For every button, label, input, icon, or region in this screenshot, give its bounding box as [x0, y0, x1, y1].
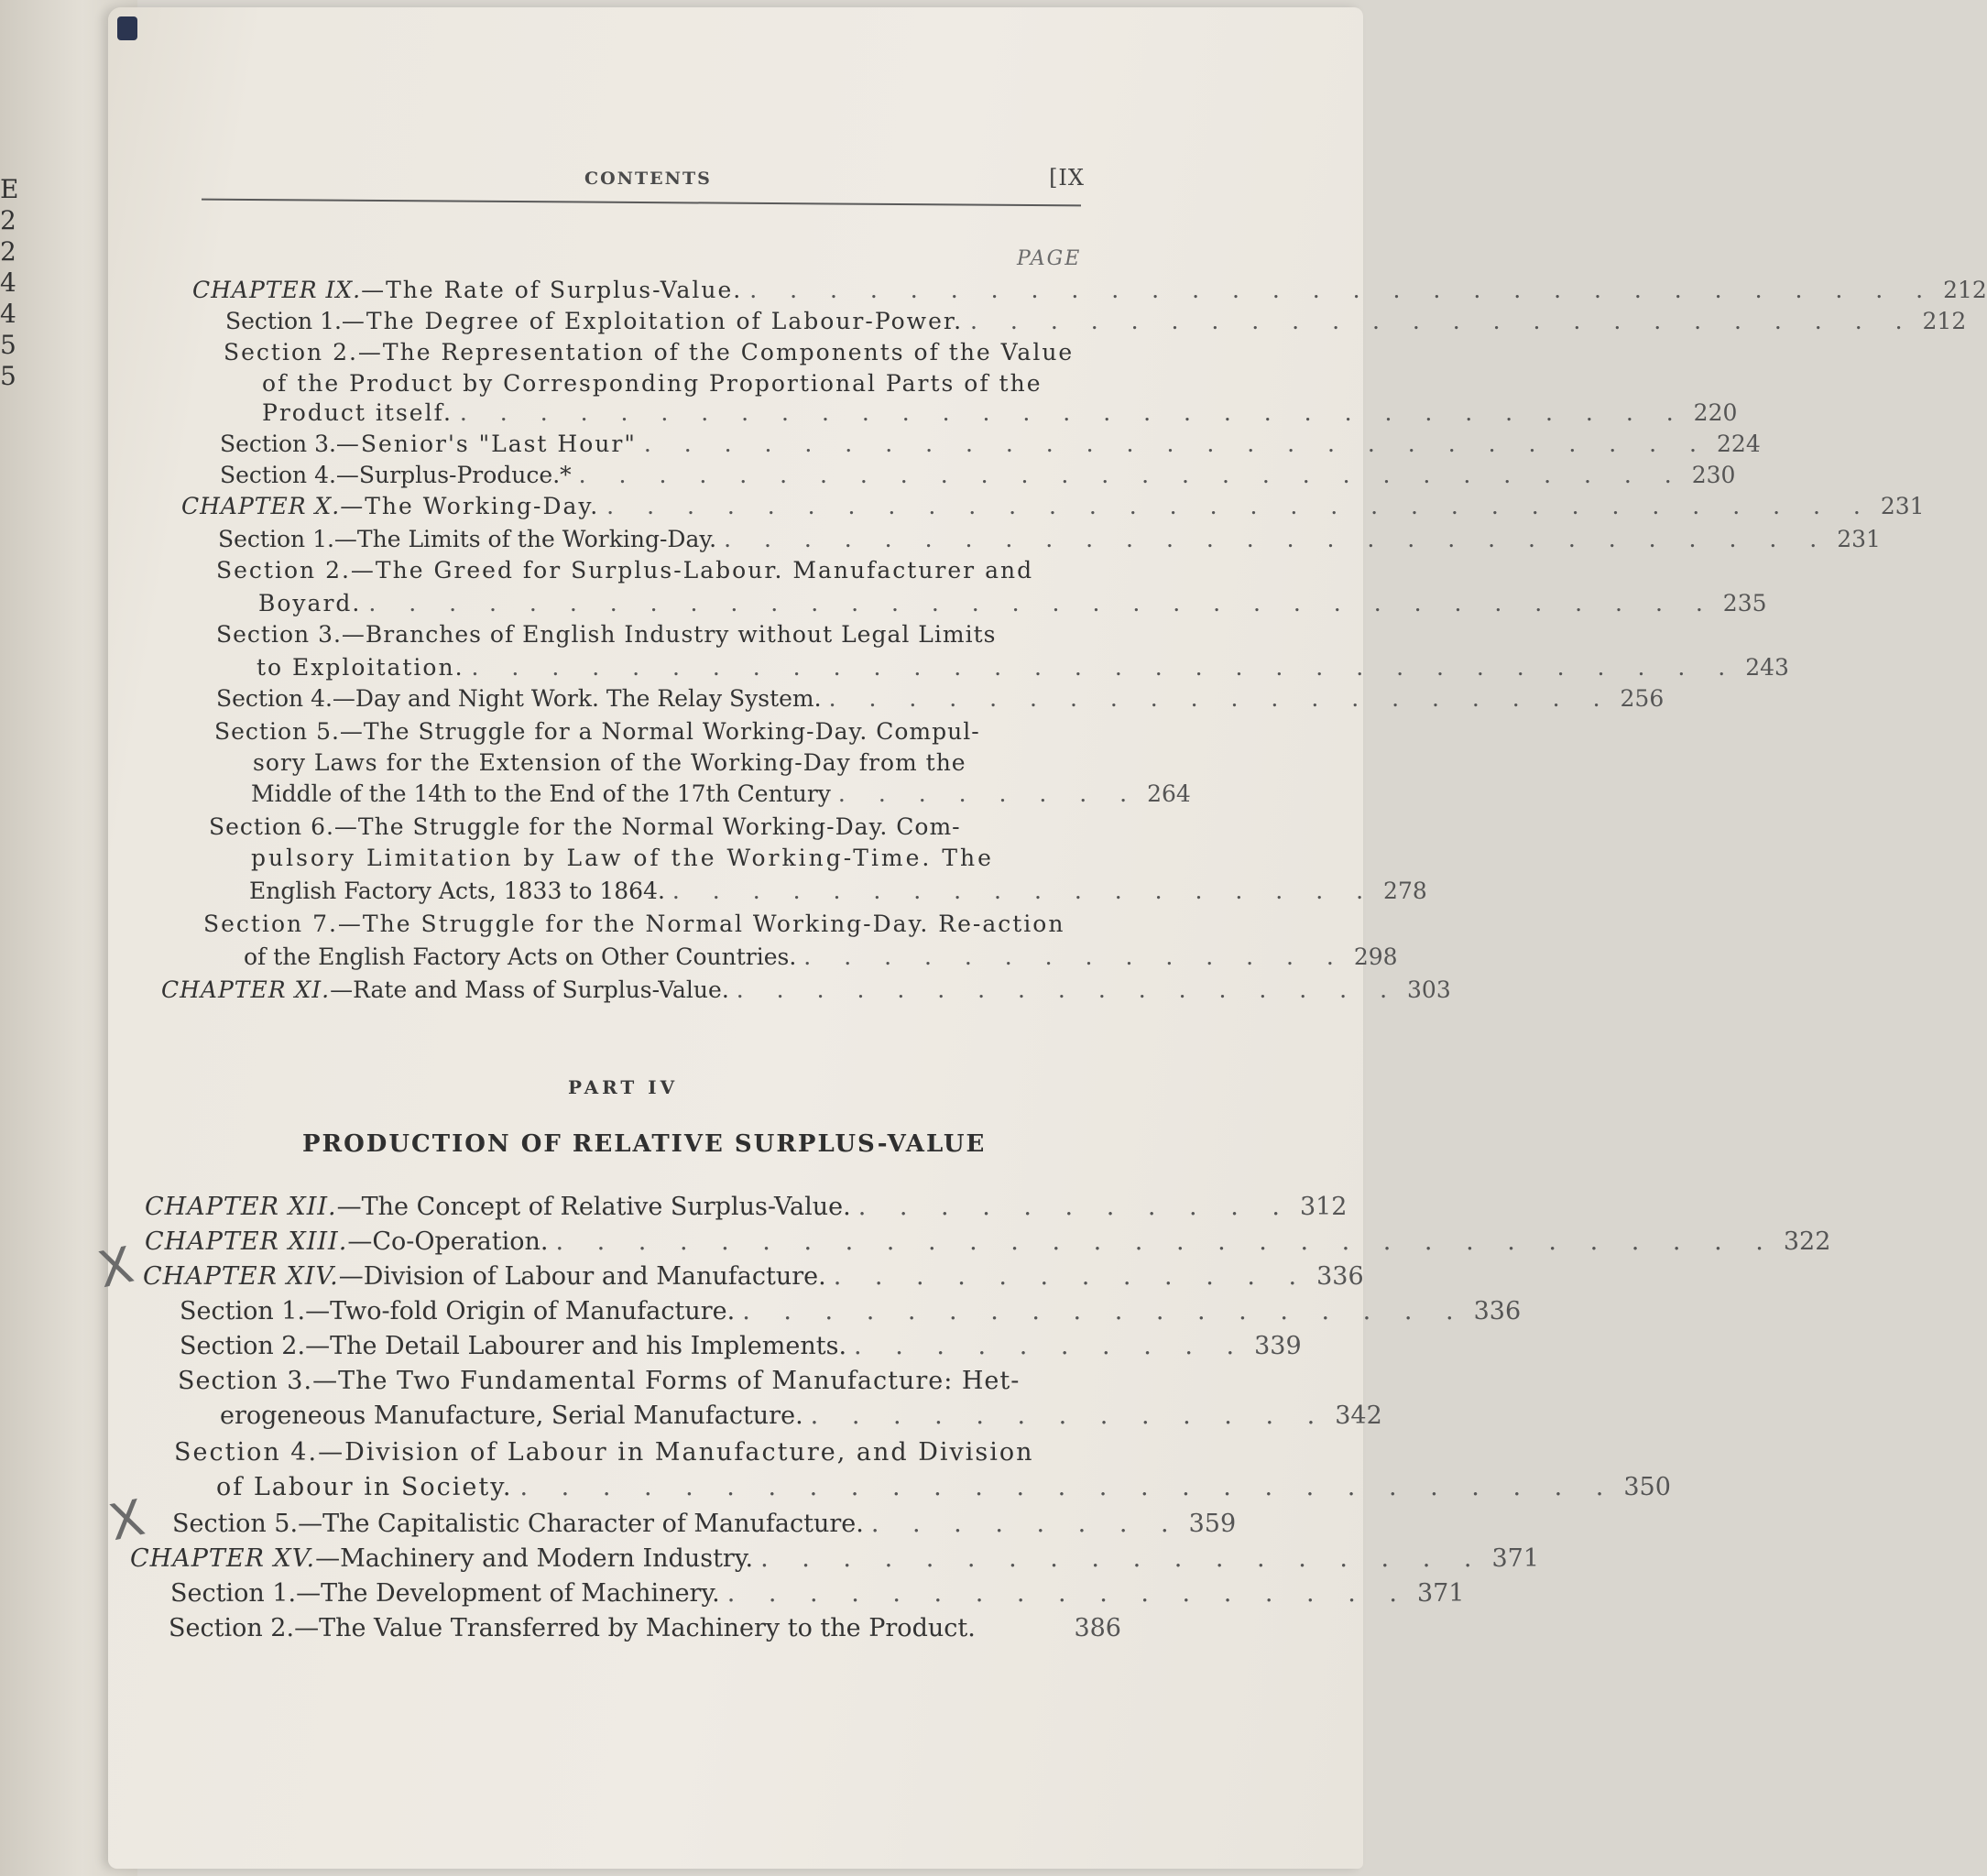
toc-entry-last-line — [257, 654, 1789, 681]
toc-entry-text — [180, 1297, 735, 1325]
entry-title: —The Rate of Surplus-Value. — [361, 277, 743, 303]
page-ref: 243 — [1745, 654, 1789, 681]
page-ref: 231 — [1880, 493, 1925, 519]
page-ref: 224 — [1717, 431, 1761, 457]
section-label: Section 5. — [214, 718, 340, 745]
toc-entry-continuation: pulsory Limitation by Law of the Working-Time. The — [251, 845, 994, 871]
leader-dots: . . . . . . . . . . . . . . . . . . . . . . . . . . . — [643, 431, 1710, 457]
page-ref: 256 — [1620, 685, 1665, 712]
leader-dots: . . . . . . . . — [870, 1510, 1182, 1538]
leader-dots: . . . . . . . . . . . . . . . . . . . . . . . . . . . . — [578, 462, 1685, 488]
page-ref: 322 — [1783, 1227, 1831, 1256]
pencil-mark: X — [104, 1488, 150, 1553]
previous-page-edge-text — [0, 174, 20, 392]
page-ref: 342 — [1335, 1402, 1382, 1430]
page-ref: 339 — [1254, 1332, 1302, 1360]
edge-char: 5 — [0, 361, 16, 391]
entry-title: erogeneous Manufacture, Serial Manufacture. — [220, 1402, 803, 1430]
page-ref: 212 — [1922, 308, 1967, 334]
section-label: Section 1. — [225, 308, 342, 334]
leader-dots: . . . . . . . . . . . . . . . . . . . . . . . . . . . — [519, 1473, 1617, 1501]
page-ref: 303 — [1407, 976, 1451, 1003]
section-label: Section 1. — [180, 1297, 306, 1325]
leader-dots: . . . . . . . . — [837, 780, 1141, 807]
entry-title: —Senior's "Last Hour" — [335, 431, 637, 457]
toc-entry-text — [180, 1332, 846, 1360]
page-ref: 212 — [1943, 277, 1987, 303]
entry-title: —Machinery and Modern Industry. — [315, 1544, 754, 1573]
toc-entry-first-line — [174, 1438, 1034, 1467]
toc-entry — [218, 526, 1881, 552]
leader-dots: . . . . . . . . . . . . . . . . . — [736, 976, 1401, 1003]
page-ref: 386 — [1074, 1614, 1121, 1642]
entry-title: —Two-fold Origin of Manufacture. — [305, 1297, 736, 1325]
edge-char: 2 — [0, 205, 16, 235]
section-label: Section 5. — [172, 1510, 299, 1538]
toc-entry — [143, 1262, 1364, 1291]
toc-entry-text — [169, 1614, 976, 1642]
toc-entry-last-line — [258, 590, 1767, 616]
entry-title: to Exploitation. — [257, 654, 464, 681]
entry-title: —The Struggle for the Normal Working-Day. Re-action — [337, 911, 1065, 937]
leader-dots: . . . . . . . . . . . . . . . . . . . . . . . . . . . . . . — [749, 277, 1937, 303]
toc-entry-text — [130, 1544, 753, 1573]
section-label: Section 4. — [220, 462, 336, 488]
toc-entry-text — [192, 277, 742, 303]
toc-entry-first-line — [214, 718, 980, 745]
entry-title: —The Capitalistic Character of Manufacture. — [298, 1510, 864, 1538]
toc-entry — [181, 493, 1925, 519]
entry-title: —The Struggle for the Normal Working-Day. Com- — [333, 813, 961, 840]
toc-entry-text — [145, 1193, 851, 1221]
entry-title: —The Value Transferred by Machinery to the Product. — [294, 1614, 976, 1642]
entry-title: —The Representation of the Components of the Value — [357, 339, 1075, 365]
leader-dots: . . . . . . . . . . . . . . . . . . . . . . . . . . . . . . . . . . — [368, 590, 1716, 616]
toc-entry-last-line — [262, 399, 1738, 426]
toc-entry-last-line — [220, 1402, 1382, 1430]
entry-title: English Factory Acts, 1833 to 1864. — [249, 878, 665, 904]
leader-dots: . . . . . . . . . . . . . . . . . . . . . . . . . . . . . . . . — [606, 493, 1873, 519]
page-ref: 235 — [1722, 590, 1767, 616]
toc-entry — [145, 1193, 1348, 1221]
spine-cloth-mark — [117, 16, 137, 40]
entry-title: Middle of the 14th to the End of the 17th Century — [251, 780, 831, 807]
toc-entry — [192, 277, 1987, 303]
page-title: CONTENTS — [584, 169, 712, 189]
page-ref: 336 — [1473, 1297, 1522, 1325]
edge-char: 5 — [0, 330, 16, 360]
toc-entry-last-line — [244, 943, 1398, 970]
toc-entry — [169, 1614, 1121, 1642]
section-label: Section 6. — [209, 813, 334, 840]
chapter-label: CHAPTER XIII. — [145, 1227, 348, 1256]
toc-entry-text — [220, 462, 572, 488]
section-label: Section 2. — [169, 1614, 295, 1642]
part-label: PART IV — [568, 1076, 679, 1098]
toc-entry-text — [172, 1510, 864, 1538]
leader-dots: . . . . . . . . . . . . . . . . . . . . . . . . . . . . — [724, 526, 1830, 552]
toc-entry — [145, 1227, 1831, 1256]
entry-title: —Branches of English Industry without Legal Limits — [341, 621, 997, 648]
chapter-label: CHAPTER IX. — [192, 277, 362, 303]
toc-entry-continuation: sory Laws for the Extension of the Working-Day from the — [253, 749, 966, 776]
section-label: Section 2. — [180, 1332, 306, 1360]
section-label: Section 3. — [220, 431, 336, 457]
section-label: Section 2. — [224, 339, 358, 365]
toc-entry-first-line — [209, 813, 961, 840]
section-label: Section 4. — [174, 1438, 319, 1467]
entry-title: —Division of Labour in Manufacture, and Division — [318, 1438, 1034, 1467]
entry-title: Boyard. — [258, 590, 362, 616]
leader-dots: . . . . . . . . . . . . . . . . . — [726, 1579, 1410, 1608]
toc-entry-last-line — [251, 780, 1191, 807]
toc-entry-last-line — [216, 1473, 1671, 1501]
page-ref: 231 — [1837, 526, 1881, 552]
toc-entry-text — [216, 685, 822, 712]
page-ref: 312 — [1299, 1193, 1348, 1221]
entry-title: —Rate and Mass of Surplus-Value. — [330, 976, 729, 1003]
entry-title: of Labour in Society. — [216, 1473, 513, 1501]
toc-entry-text — [181, 493, 599, 519]
page-ref: 371 — [1491, 1544, 1540, 1573]
chapter-label: CHAPTER XIV. — [143, 1262, 339, 1291]
leader-dots: . . . . . . . . . . . . . . . . . . — [742, 1297, 1467, 1325]
entry-title: —Division of Labour and Manufacture. — [338, 1262, 826, 1291]
leader-dots: . . . . . . . . . . . . . . . . . . — [671, 878, 1377, 904]
toc-entry — [225, 308, 1967, 334]
entry-title: —The Degree of Exploitation of Labour-Power. — [341, 308, 964, 334]
leader-dots: . . . . . . . . . . — [854, 1332, 1248, 1360]
toc-entry — [161, 976, 1451, 1003]
entry-title: —The Greed for Surplus-Labour. Manufacturer and — [350, 557, 1034, 584]
toc-entry — [180, 1332, 1302, 1360]
page-column-label: PAGE — [1017, 247, 1082, 270]
chapter-label: CHAPTER XV. — [130, 1544, 316, 1573]
section-label: Section 1. — [170, 1579, 297, 1608]
header-rule — [202, 199, 1081, 207]
leader-dots: . . . . . . . . . . . — [857, 1193, 1293, 1221]
leader-dots: . . . . . . . . . . . . . . — [803, 943, 1347, 970]
entry-title: —The Struggle for a Normal Working-Day. Compul- — [339, 718, 980, 745]
leader-dots: . . . . . . . . . . . . . . . . . . . . . . . . . . . . . . . . — [471, 654, 1739, 681]
toc-entry-text — [220, 431, 637, 457]
leader-dots: . . . . . . . . . . . . . . . . . . . . . . . . . . . . . . — [555, 1227, 1776, 1256]
section-label: Section 1. — [218, 526, 334, 552]
page-ref: 298 — [1353, 943, 1398, 970]
toc-entry-text — [170, 1579, 720, 1608]
toc-entry-first-line — [216, 621, 997, 648]
pencil-mark: X — [93, 1235, 139, 1300]
leader-dots: . . . . . . . . . . . . . . . . . . . . — [828, 685, 1613, 712]
toc-entry — [220, 431, 1761, 457]
leader-dots: . . . . . . . . . . . . — [833, 1262, 1310, 1291]
entry-title: —The Development of Machinery. — [296, 1579, 720, 1608]
edge-char: 4 — [0, 299, 16, 329]
toc-entry-text — [145, 1227, 548, 1256]
toc-entry-text — [218, 526, 716, 552]
entry-title: —The Limits of the Working-Day. — [333, 526, 717, 552]
toc-entry — [170, 1579, 1465, 1608]
section-label: Section 3. — [178, 1367, 313, 1395]
page-ref: 220 — [1693, 399, 1738, 426]
page-header — [202, 165, 1085, 220]
page-ref: 336 — [1316, 1262, 1364, 1291]
entry-title: —Day and Night Work. The Relay System. — [332, 685, 822, 712]
edge-char: 4 — [0, 267, 16, 298]
page-ref: 371 — [1416, 1579, 1465, 1608]
part-title: PRODUCTION OF RELATIVE SURPLUS-VALUE — [302, 1130, 987, 1158]
entry-title: of the English Factory Acts on Other Countries. — [244, 943, 797, 970]
leader-dots: . . . . . . . . . . . . . . . . . . — [760, 1544, 1485, 1573]
toc-entry-text — [225, 308, 963, 334]
entry-title: Product itself. — [262, 399, 453, 426]
section-label: Section 3. — [216, 621, 342, 648]
edge-char: E — [0, 174, 19, 204]
toc-entry-first-line — [216, 557, 1033, 584]
entry-title: —The Concept of Relative Surplus-Value. — [336, 1193, 851, 1221]
section-label: Section 2. — [216, 557, 351, 584]
chapter-label: CHAPTER X. — [181, 493, 341, 519]
entry-title: —Surplus-Produce.* — [335, 462, 572, 488]
entry-title: —Co-Operation. — [347, 1227, 549, 1256]
toc-entry-continuation: of the Product by Corresponding Proportional Parts of the — [262, 370, 1043, 397]
toc-entry — [180, 1297, 1522, 1325]
page-ref: 350 — [1623, 1473, 1671, 1501]
section-label: Section 7. — [203, 911, 338, 937]
toc-entry — [130, 1544, 1540, 1573]
toc-entry-first-line — [224, 339, 1074, 365]
leader-dots: . . . . . . . . . . . . . . . . . . . . . . . . — [970, 308, 1916, 334]
page-ref: 278 — [1383, 878, 1427, 904]
page-number: [IX — [1049, 165, 1085, 191]
toc-entry-text — [161, 976, 729, 1003]
toc-entry — [220, 462, 1736, 488]
leader-dots: . . . . . . . . . . . . . — [810, 1402, 1328, 1430]
page-ref: 230 — [1691, 462, 1736, 488]
entry-title: —The Detail Labourer and his Implements. — [305, 1332, 847, 1360]
toc-entry-text — [143, 1262, 826, 1291]
toc-entry-last-line — [249, 878, 1427, 904]
toc-entry-first-line — [203, 911, 1064, 937]
toc-entry — [216, 685, 1665, 712]
chapter-label: CHAPTER XII. — [145, 1193, 337, 1221]
edge-char: 2 — [0, 236, 16, 267]
toc-entry-first-line — [178, 1367, 1020, 1395]
chapter-label: CHAPTER XI. — [161, 976, 331, 1003]
page-ref: 264 — [1147, 780, 1191, 807]
section-label: Section 4. — [216, 685, 333, 712]
page-ref: 359 — [1188, 1510, 1237, 1538]
entry-title: —The Two Fundamental Forms of Manufacture: Het- — [312, 1367, 1021, 1395]
leader-dots: . . . . . . . . . . . . . . . . . . . . . . . . . . . . . . . — [459, 399, 1687, 426]
toc-entry — [172, 1510, 1237, 1538]
entry-title: —The Working-Day. — [340, 493, 600, 519]
